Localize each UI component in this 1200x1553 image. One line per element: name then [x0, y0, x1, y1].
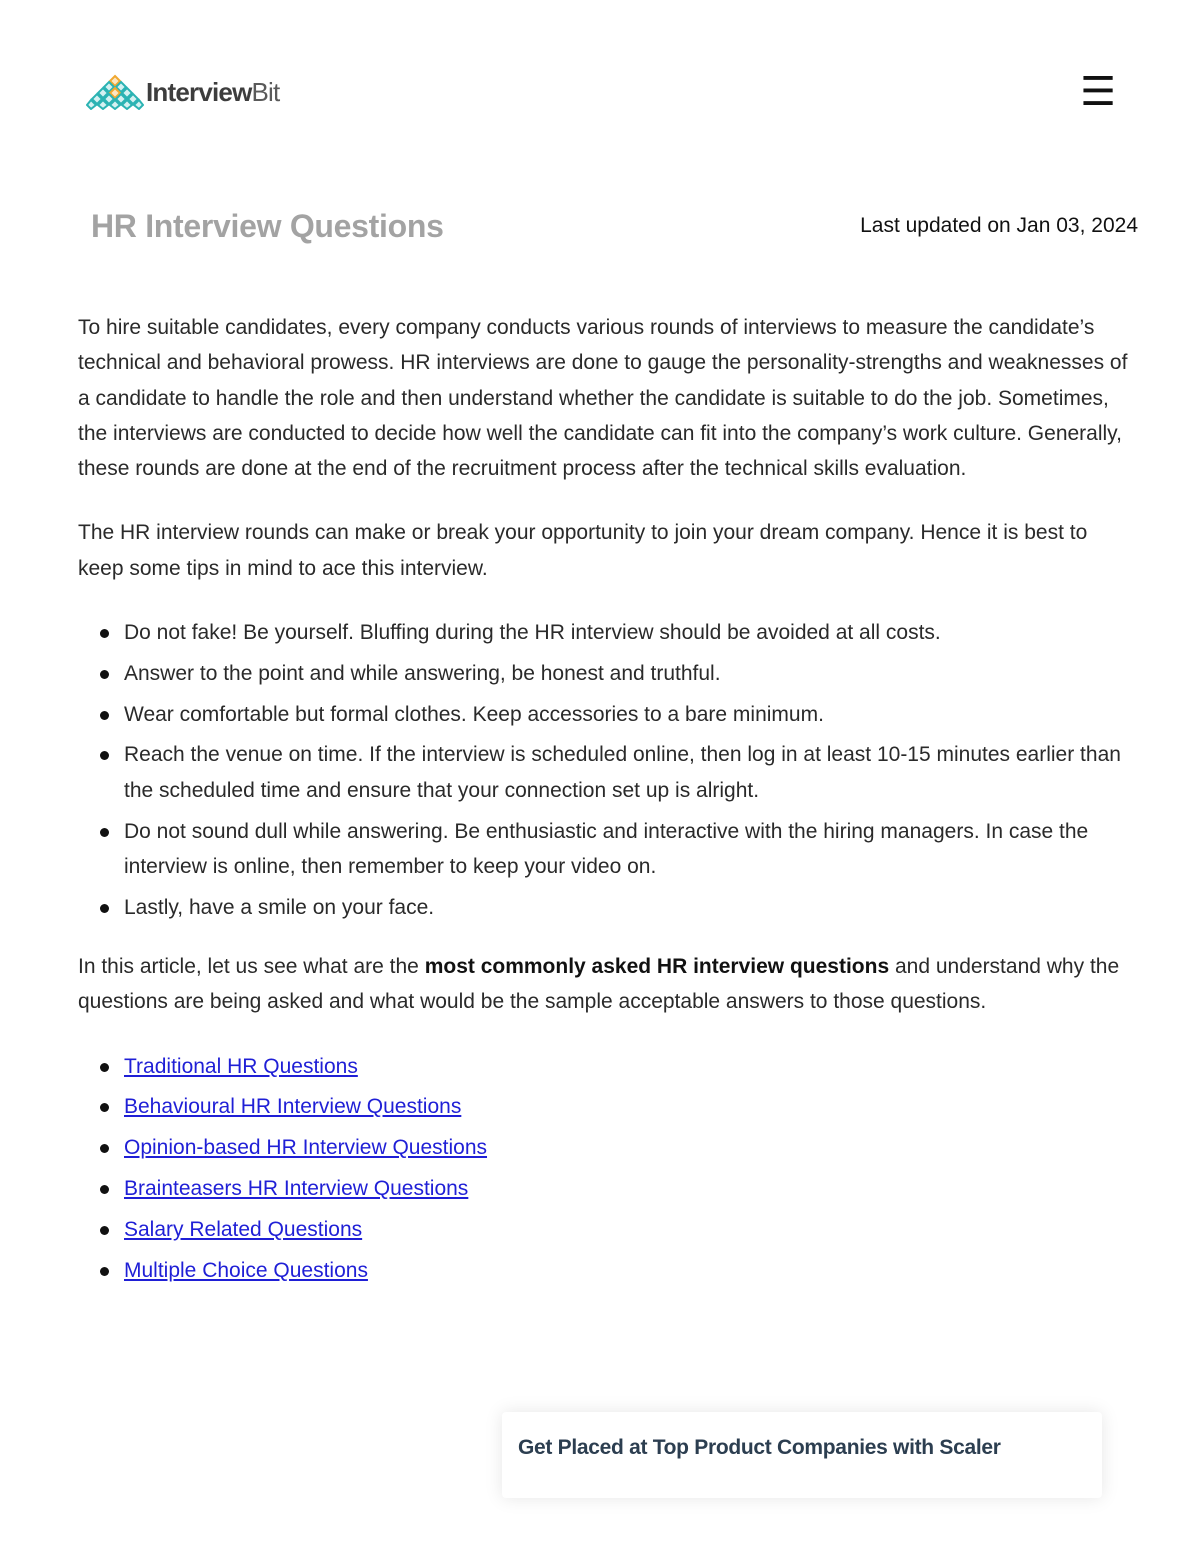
- intro-paragraph: To hire suitable candidates, every company conducts various rounds of interviews to measure the candidate’s technical and behavioral prowess. HR interviews are done to gauge the personality-strengths and weaknesses of a candidate to handle the role and then understand whether the candidate is suitable to do the job. Sometimes, the interviews are conducted to decide how well the candidate can fit into the company’s work culture. Generally, these rounds are done at the end of the recruitment process after the technical skills evaluation.: [78, 316, 1128, 481]
- list-item: Do not sound dull while answering. Be enthusiastic and interactive with the hiring managers. In case the interview is online, then remember to keep your video on.: [124, 814, 1130, 885]
- article-body: [78, 310, 1130, 1293]
- list-item: Answer to the point and while answering, be honest and truthful.: [124, 656, 1130, 691]
- interviewbit-logo-icon: [86, 74, 144, 110]
- list-item: Do not fake! Be yourself. Bluffing during the HR interview should be avoided at all costs.: [124, 615, 1130, 650]
- toc-link-traditional[interactable]: Traditional HR Questions: [124, 1054, 358, 1078]
- list-item: Lastly, have a smile on your face.: [124, 890, 1130, 925]
- list-item: Wear comfortable but formal clothes. Keep accessories to a bare minimum.: [124, 697, 1130, 732]
- toc-item: [124, 1089, 1130, 1124]
- table-of-contents: [78, 1049, 1130, 1288]
- toc-link-opinion[interactable]: Opinion-based HR Interview Questions: [124, 1136, 488, 1160]
- toc-item: [124, 1253, 1130, 1288]
- toc-item: [124, 1171, 1130, 1206]
- note-emphasis: most commonly asked HR interview questions: [424, 954, 890, 978]
- interviewbit-logo[interactable]: [86, 72, 279, 112]
- toc-link-mcq[interactable]: Multiple Choice Questions: [124, 1258, 368, 1282]
- tips-intro-paragraph: The HR interview rounds can make or break your opportunity to join your dream company. Hence it is best to keep some tips in mind to ace this interview.: [78, 521, 1088, 580]
- hamburger-menu-icon[interactable]: ☰: [1078, 70, 1118, 114]
- tips-list: [78, 615, 1130, 925]
- logo-wordmark: [146, 79, 279, 105]
- toc-link-salary[interactable]: Salary Related Questions: [124, 1217, 363, 1241]
- note-text-after: and understand why the questions are being asked and what would be the sample acceptable answers to those questions.: [78, 954, 1120, 1014]
- toc-link-behavioural[interactable]: Behavioural HR Interview Questions: [124, 1095, 462, 1119]
- cta-title: Get Placed at Top Product Companies with Scaler: [518, 1436, 1001, 1459]
- toc-item: [124, 1130, 1130, 1165]
- scaler-cta-card[interactable]: [502, 1412, 1102, 1498]
- article-note-paragraph: [78, 949, 1130, 1020]
- last-updated-date: Last updated on Jan 03, 2024: [860, 214, 1138, 237]
- list-item: Reach the venue on time. If the interview is scheduled online, then log in at least 10-15 minutes earlier than the scheduled time and ensure that your connection set up is alright.: [124, 737, 1130, 808]
- toc-link-brainteasers[interactable]: Brainteasers HR Interview Questions: [124, 1176, 469, 1200]
- toc-item: [124, 1212, 1130, 1247]
- note-text-before: In this article, let us see what are the: [78, 954, 425, 978]
- toc-item: [124, 1049, 1130, 1084]
- logo-wordmark-light: Bit: [251, 77, 280, 107]
- page-title: HR Interview Questions: [91, 208, 444, 244]
- logo-wordmark-bold: Interview: [146, 77, 252, 107]
